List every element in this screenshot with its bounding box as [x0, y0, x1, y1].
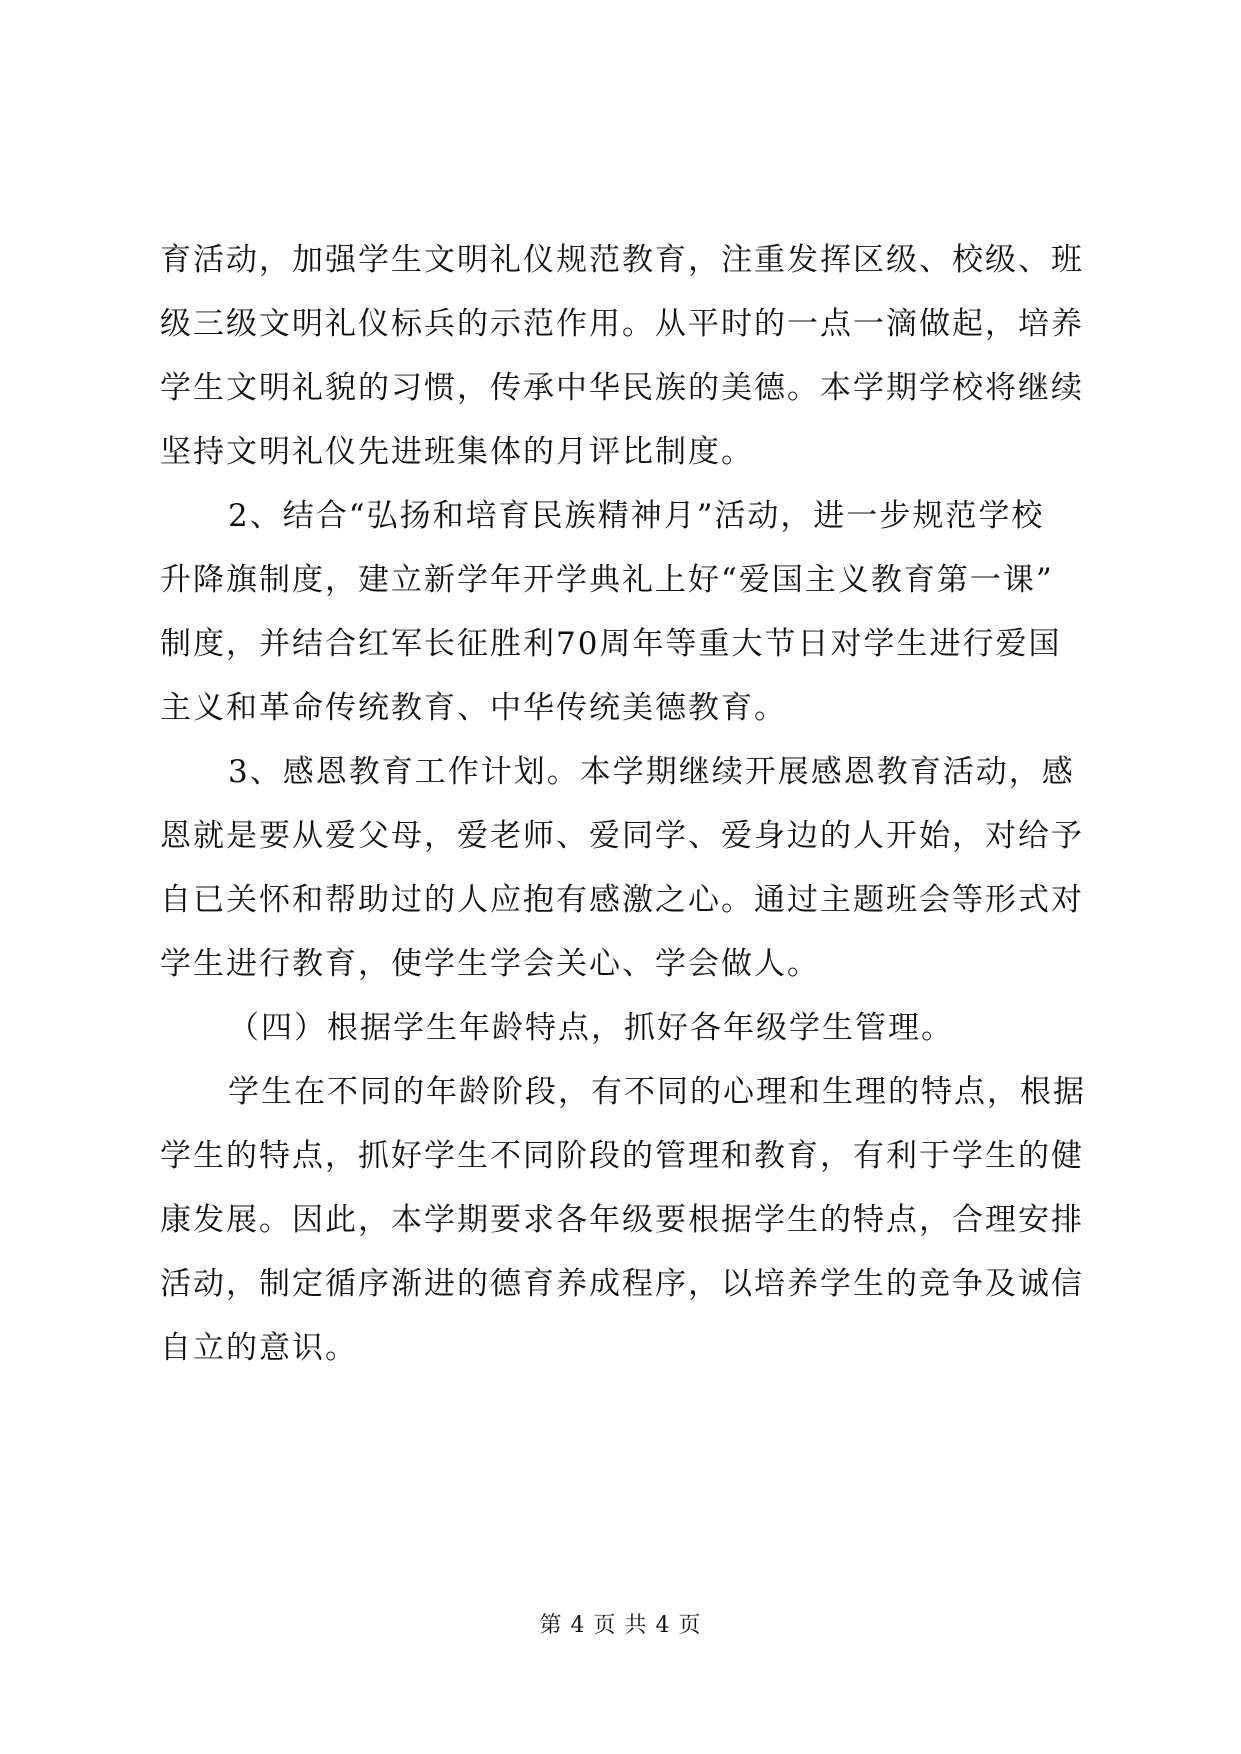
paragraph-age-management	[160, 1060, 1090, 1380]
text-line: （四）根据学生年龄特点，抓好各年级学生管理。	[228, 1010, 954, 1046]
text-line: 3、感恩教育工作计划。本学期继续开展感恩教育活动，感	[228, 754, 1075, 790]
text-line: 学生在不同的年龄阶段，有不同的心理和生理的特点，根据	[228, 1074, 1086, 1110]
paragraph-item-2	[160, 484, 1090, 740]
text-line: 学生的特点，抓好学生不同阶段的管理和教育，有利于学生的健	[160, 1138, 1084, 1174]
text-line: 自立的意识。	[160, 1330, 358, 1366]
text-line: 2、结合“弘扬和培育民族精神月”活动，进一步规范学校	[228, 498, 1045, 534]
text-line: 学生文明礼貌的习惯，传承中华民族的美德。本学期学校将继续	[160, 370, 1084, 406]
text-line: 活动，制定循序渐进的德育养成程序，以培养学生的竞争及诚信	[160, 1266, 1084, 1302]
text-line: 升降旗制度，建立新学年开学典礼上好“爱国主义教育第一课”	[160, 562, 1054, 598]
paragraph-item-3	[160, 740, 1090, 996]
text-line: 级三级文明礼仪标兵的示范作用。从平时的一点一滴做起，培养	[160, 306, 1084, 342]
text-line: 育活动，加强学生文明礼仪规范教育，注重发挥区级、校级、班	[160, 242, 1084, 278]
text-line: 学生进行教育，使学生学会关心、学会做人。	[160, 946, 820, 982]
text-line: 康发展。因此，本学期要求各年级要根据学生的特点，合理安排	[160, 1202, 1084, 1238]
paragraph-etiquette-continued	[160, 228, 1090, 484]
text-line: 坚持文明礼仪先进班集体的月评比制度。	[160, 434, 754, 470]
text-line: 自已关怀和帮助过的人应抱有感激之心。通过主题班会等形式对	[160, 882, 1084, 918]
page-footer: 第 4 页 共 4 页	[539, 1613, 702, 1638]
text-line: 制度，并结合红军长征胜利70周年等重大节日对学生进行爱国	[160, 626, 1062, 662]
section-heading-4	[160, 996, 1090, 1060]
text-line: 恩就是要从爱父母，爱老师、爱同学、爱身边的人开始，对给予	[160, 818, 1084, 854]
document-body	[160, 228, 1090, 1380]
text-line: 主义和革命传统教育、中华传统美德教育。	[160, 690, 787, 726]
